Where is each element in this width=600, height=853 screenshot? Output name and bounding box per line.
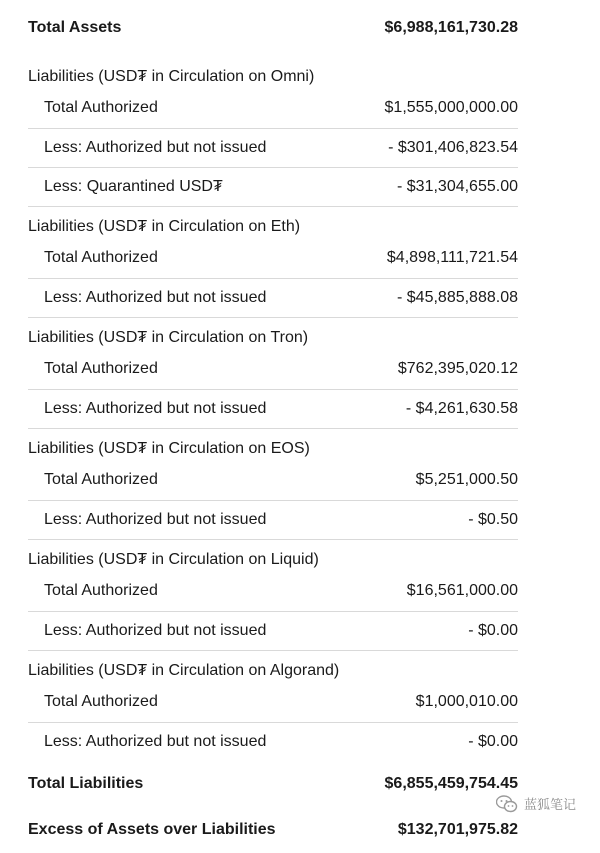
line-item-value: - $301,406,823.54	[388, 139, 518, 156]
liability-sections	[28, 56, 518, 761]
total-assets-value: $6,988,161,730.28	[384, 19, 518, 36]
section-heading	[28, 650, 518, 682]
total-assets-row	[28, 0, 518, 56]
line-item-label: Less: Authorized but not issued	[44, 733, 267, 750]
total-liabilities-value: $6,855,459,754.45	[384, 774, 518, 792]
line-item-row	[28, 167, 518, 206]
section-heading	[28, 539, 518, 571]
line-item-value: $16,561,000.00	[406, 582, 518, 599]
wechat-icon	[496, 795, 518, 813]
line-item-label: Less: Authorized but not issued	[44, 400, 267, 417]
line-item-label: Total Authorized	[44, 99, 158, 116]
line-item-value: $1,555,000,000.00	[384, 99, 518, 116]
line-item-value: - $4,261,630.58	[405, 400, 518, 417]
excess-label: Excess of Assets over Liabilities	[28, 820, 276, 838]
section-heading	[28, 428, 518, 460]
line-item-label: Total Authorized	[44, 471, 158, 488]
line-item-label: Total Authorized	[44, 249, 158, 266]
line-item-label: Less: Authorized but not issued	[44, 139, 267, 156]
watermark-text: 蓝狐笔记	[523, 797, 576, 812]
line-item-row	[28, 722, 518, 761]
line-item-label: Total Authorized	[44, 582, 158, 599]
line-item-value: - $31,304,655.00	[397, 178, 518, 195]
line-item-value: $762,395,020.12	[397, 360, 518, 377]
line-item-value: - $0.50	[468, 511, 518, 528]
watermark	[492, 792, 580, 815]
section-heading	[28, 56, 518, 88]
line-item-label: Less: Authorized but not issued	[44, 622, 267, 639]
line-item-value: $4,898,111,721.54	[386, 249, 518, 266]
line-item-row	[28, 611, 518, 650]
line-item-label: Less: Quarantined USD₮	[44, 178, 223, 195]
line-item-row	[28, 389, 518, 428]
line-item-label: Total Authorized	[44, 360, 158, 377]
line-item-label: Total Authorized	[44, 693, 158, 710]
section-heading-label: Liabilities (USD₮ in Circulation on Liquid)	[28, 551, 319, 568]
section-heading-label: Liabilities (USD₮ in Circulation on Algorand)	[28, 662, 340, 679]
balance-sheet	[28, 0, 518, 853]
section-heading	[28, 317, 518, 349]
line-item-value: - $0.00	[468, 733, 518, 750]
line-item-value: - $45,885,888.08	[397, 289, 518, 306]
line-item-value: $5,251,000.50	[415, 471, 518, 488]
total-liabilities-row	[28, 761, 518, 806]
section-heading-label: Liabilities (USD₮ in Circulation on Eth)	[28, 218, 301, 235]
total-liabilities-label: Total Liabilities	[28, 774, 144, 792]
line-item-label: Less: Authorized but not issued	[44, 289, 267, 306]
line-item-row	[28, 571, 518, 611]
line-item-row	[28, 500, 518, 539]
total-assets-label: Total Assets	[28, 19, 122, 36]
section-heading-label: Liabilities (USD₮ in Circulation on Omni)	[28, 68, 315, 85]
excess-row	[28, 806, 518, 853]
line-item-row	[28, 128, 518, 167]
line-item-value: $1,000,010.00	[415, 693, 518, 710]
section-heading-label: Liabilities (USD₮ in Circulation on EOS)	[28, 440, 310, 457]
line-item-row	[28, 238, 518, 278]
excess-value: $132,701,975.82	[397, 820, 518, 838]
line-item-row	[28, 682, 518, 722]
line-item-row	[28, 278, 518, 317]
line-item-value: - $0.00	[468, 622, 518, 639]
line-item-row	[28, 460, 518, 500]
line-item-row	[28, 88, 518, 128]
line-item-label: Less: Authorized but not issued	[44, 511, 267, 528]
section-heading-label: Liabilities (USD₮ in Circulation on Tron)	[28, 329, 309, 346]
line-item-row	[28, 349, 518, 389]
section-heading	[28, 206, 518, 238]
